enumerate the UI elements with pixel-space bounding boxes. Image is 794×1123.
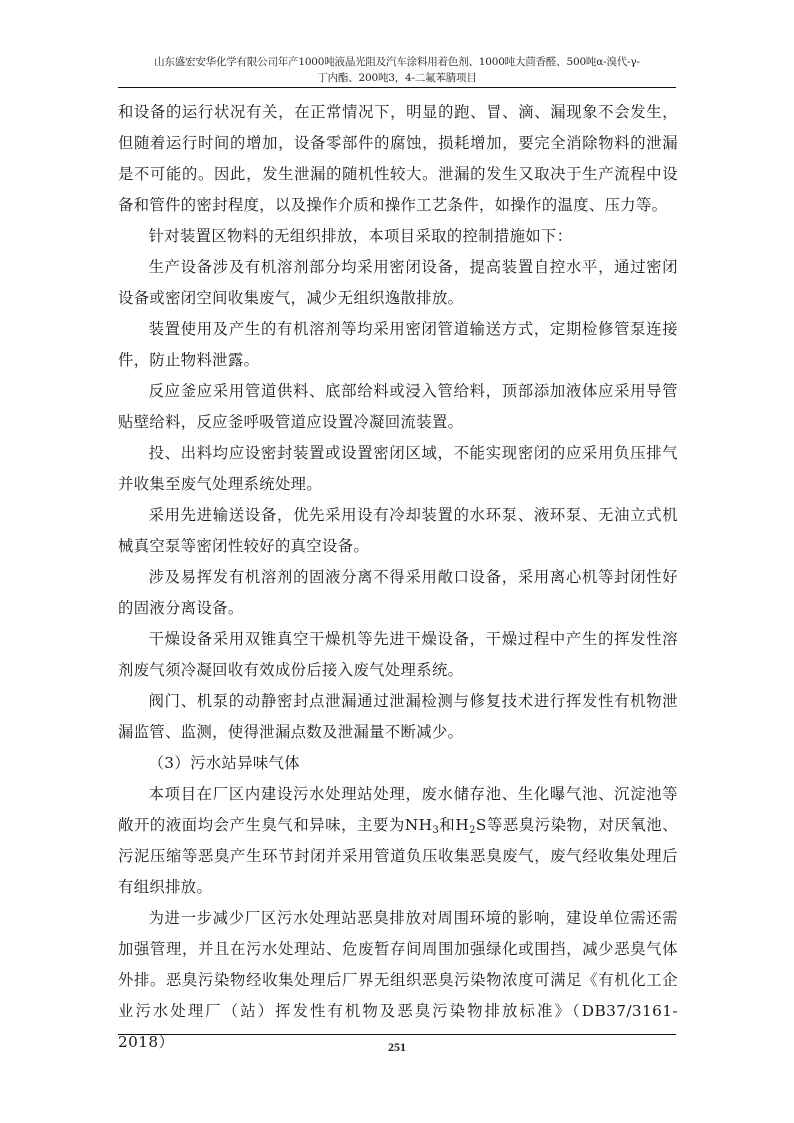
paragraph-control-intro: 针对装置区物料的无组织排放，本项目采取的控制措施如下： <box>148 227 573 245</box>
paragraph-vacuum-equipment: 采用先进输送设备，优先采用设有冷却装置的水环泵、液环泵、无油立式机械真空泵等密闭性较好的真空设备。 <box>118 506 678 555</box>
header-title-line-1: 山东盛宏安华化学有限公司年产1000吨液晶光阻及汽车涂料用着色剂、1000吨大茴香醛、500吨α-溴代-γ- <box>154 56 640 68</box>
paragraph-ldar: 阀门、机泵的动静密封点泄漏通过泄漏检测与修复技术进行挥发性有机物泄漏监管、监测，使得泄漏点数及泄漏量不断减少。 <box>118 692 678 741</box>
text-segment: S等恶臭污染物，对厌氧池、污泥压缩等恶臭产生环节封闭并采用管道负压收集恶臭废气，废气经收集处理后有组织排放。 <box>118 816 678 896</box>
header-title-line-2: 丁内酯、200吨3，4-二氟苯腈项目 <box>317 72 477 84</box>
page-header <box>118 54 676 86</box>
document-body <box>118 97 678 1058</box>
paragraph-leak-causes: 和设备的运行状况有关，在正常情况下，明显的跑、冒、滴、漏现象不会发生，但随着运行时间的增加，设备零部件的腐蚀，损耗增加，要完全消除物料的泄漏是不可能的。因此，发生泄漏的随机性较大。泄漏的发生又取决于生产流程中设备和管件的密封程度，以及操作介质和操作工艺条件，如操作的温度、压力等。 <box>118 103 678 214</box>
footer-divider <box>118 1034 676 1035</box>
paragraph-solid-liquid-separation: 涉及易挥发有机溶剂的固液分离不得采用敞口设备，采用离心机等封闭性好的固液分离设备。 <box>118 568 678 617</box>
paragraph-wastewater-station <box>118 779 678 903</box>
paragraph-charging-discharging: 投、出料均应设密封装置或设置密闭区域，不能实现密闭的应采用负压排气并收集至废气处理系统处理。 <box>118 444 678 493</box>
text-segment: 和H <box>439 816 470 834</box>
paragraph-sealed-pipelines: 装置使用及产生的有机溶剂等均采用密闭管道输送方式，定期检修管泵连接件，防止物料泄露。 <box>118 320 678 369</box>
paragraph-reactor-feeding: 反应釜应采用管道供料、底部给料或浸入管给料，顶部添加液体应采用导管贴壁给料，反应釜呼吸管道应设置冷凝回流装置。 <box>118 382 678 431</box>
subscript: 3 <box>432 825 440 836</box>
section-heading-wastewater-odor: （3）污水站异味气体 <box>148 754 300 772</box>
paragraph-sealed-equipment: 生产设备涉及有机溶剂部分均采用密闭设备，提高装置自控水平，通过密闭设备或密闭空间收集废气，减少无组织逸散排放。 <box>118 258 678 307</box>
header-divider <box>118 87 676 88</box>
text-segment: 本项目在厂区内建设污水处理站处理，废水储存池、生化曝气池、沉淀池等敞开的液面均会产生臭气和异味，主要为NH <box>118 785 678 834</box>
paragraph-drying-equipment: 干燥设备采用双锥真空干燥机等先进干燥设备，干燥过程中产生的挥发性溶剂废气须冷凝回收有效成份后接入废气处理系统。 <box>118 630 678 679</box>
page-number: 251 <box>388 1040 406 1054</box>
paragraph-odor-reduction: 为进一步减少厂区污水处理站恶臭排放对周围环境的影响，建设单位需还需加强管理，并且在污水处理站、危废暂存间周围加强绿化或围挡，减少恶臭气体外排。恶臭污染物经收集处理后厂界无组织恶臭污染物浓度可满足《有机化工企业污水处理厂（站）挥发性有机物及恶臭污染物排放标准》（DB37/3161-2018） <box>118 909 678 1051</box>
subscript: 2 <box>469 825 476 836</box>
